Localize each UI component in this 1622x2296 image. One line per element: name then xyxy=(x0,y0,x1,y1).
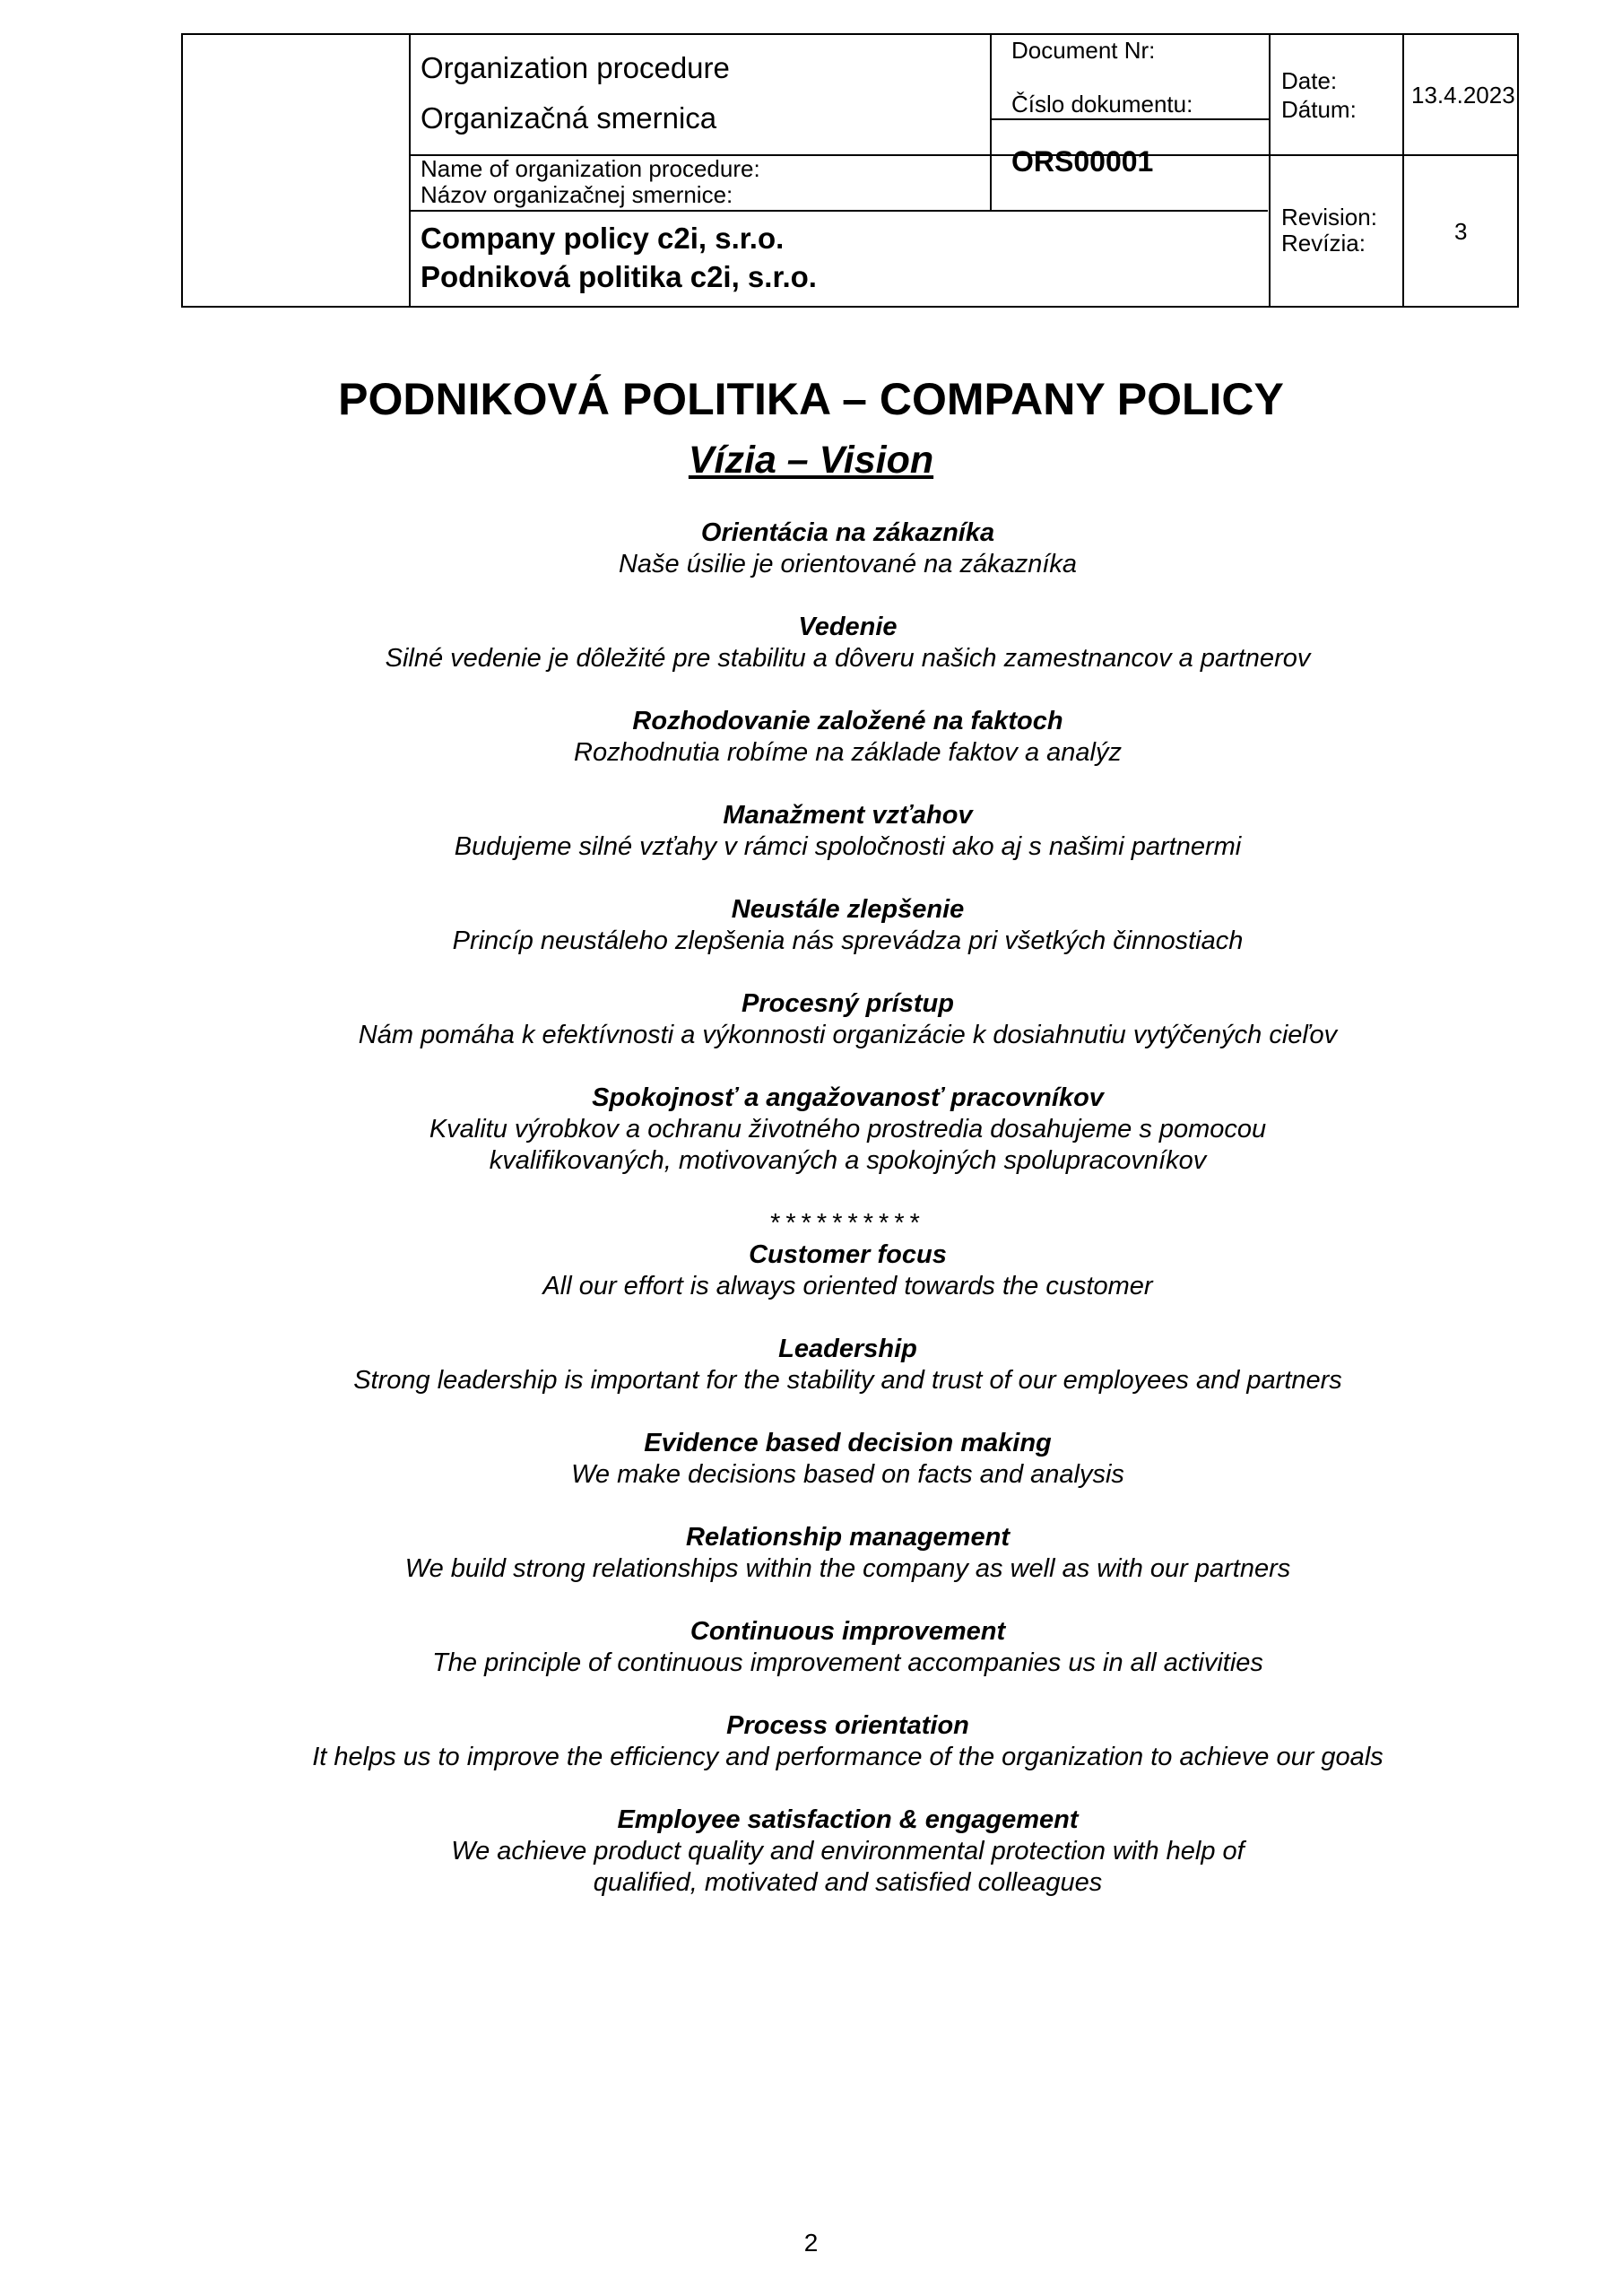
procedure-name-sk: Podniková politika c2i, s.r.o. xyxy=(421,260,817,293)
policy-item-heading: Rozhodovanie založené na faktoch xyxy=(632,707,1063,735)
policy-item xyxy=(179,1239,1516,1302)
policy-item-heading: Orientácia na zákazníka xyxy=(700,518,995,547)
policy-item xyxy=(179,1710,1516,1773)
policy-item-text: Princíp neustáleho zlepšenia nás sprevádza pri všetkých činnostiach xyxy=(452,926,1244,955)
policy-item xyxy=(179,1428,1516,1491)
document-number-label-en: Document Nr: xyxy=(1011,37,1156,64)
procedure-type-en: Organization procedure xyxy=(421,51,730,84)
divider xyxy=(990,118,1269,120)
policy-item-text: Rozhodnutia robíme na základe faktov a analýz xyxy=(574,738,1122,767)
policy-item xyxy=(179,1083,1516,1177)
policy-item xyxy=(179,988,1516,1051)
policy-item xyxy=(179,1616,1516,1679)
policy-item-text: Strong leadership is important for the stability and trust of our employees and partners xyxy=(353,1366,1342,1395)
policy-item-text: Nám pomáha k efektívnosti a výkonnosti organizácie k dosiahnutiu vytýčených cieľov xyxy=(358,1021,1338,1049)
document-header-table xyxy=(181,33,1519,308)
revision-label-sk: Revízia: xyxy=(1281,230,1366,257)
page-number: 2 xyxy=(803,2229,819,2257)
separator: ********** xyxy=(770,1209,925,1238)
document-number-label-sk: Číslo dokumentu: xyxy=(1011,91,1193,117)
policy-item-text: Budujeme silné vzťahy v rámci spoločnosti ako aj s našimi partnermi xyxy=(454,832,1242,861)
policy-item-heading: Process orientation xyxy=(726,1711,969,1740)
divider xyxy=(409,35,411,306)
date-value: 13.4.2023 xyxy=(1411,82,1515,109)
procedure-name-label-en: Name of organization procedure: xyxy=(421,155,760,182)
policy-item-heading: Evidence based decision making xyxy=(644,1429,1052,1457)
divider xyxy=(990,35,992,210)
policy-item xyxy=(179,1805,1516,1899)
divider xyxy=(1269,35,1271,306)
policy-item-text: We build strong relationships within the company as well as with our partners xyxy=(404,1554,1291,1583)
procedure-type-sk: Organizačná smernica xyxy=(421,101,717,135)
policy-item-heading: Employee satisfaction & engagement xyxy=(617,1805,1079,1834)
page-title: PODNIKOVÁ POLITIKA – COMPANY POLICY xyxy=(338,374,1284,424)
policy-item-heading: Customer focus xyxy=(749,1240,947,1269)
policy-item xyxy=(179,517,1516,580)
policy-item-heading: Procesný prístup xyxy=(742,989,954,1018)
policy-item xyxy=(179,612,1516,674)
sk-items-list xyxy=(179,517,1516,1177)
policy-item xyxy=(179,800,1516,863)
document-number-value: ORS00001 xyxy=(1011,145,1154,178)
procedure-name-en: Company policy c2i, s.r.o. xyxy=(421,222,785,255)
policy-item-heading: Spokojnosť a angažovanosť pracovníkov xyxy=(592,1083,1104,1112)
procedure-name-label-sk: Názov organizačnej smernice: xyxy=(421,181,733,208)
divider xyxy=(1402,35,1404,306)
revision-label-en: Revision: xyxy=(1281,204,1377,230)
policy-item xyxy=(179,1334,1516,1396)
policy-item xyxy=(179,894,1516,957)
policy-item-text: It helps us to improve the efficiency and performance of the organization to achieve our goals xyxy=(312,1743,1383,1771)
policy-item-heading: Continuous improvement xyxy=(690,1617,1006,1646)
divider xyxy=(409,210,1268,212)
en-items-list xyxy=(179,1239,1516,1899)
policy-item-heading: Neustále zlepšenie xyxy=(731,895,965,924)
policy-item-text: We make decisions based on facts and analysis xyxy=(571,1460,1124,1489)
policy-item-heading: Vedenie xyxy=(798,613,898,641)
policy-content xyxy=(179,517,1516,1930)
policy-item-text: Silné vedenie je dôležité pre stabilitu a dôveru našich zamestnancov a partnerov xyxy=(385,644,1311,673)
date-label-en: Date: xyxy=(1281,67,1338,94)
policy-item-text: qualified, motivated and satisfied colleagues xyxy=(593,1868,1103,1897)
policy-item-text: kvalifikovaných, motivovaných a spokojných spolupracovníkov xyxy=(489,1146,1207,1175)
policy-item xyxy=(179,706,1516,769)
policy-item xyxy=(179,1522,1516,1585)
policy-item-heading: Manažment vzťahov xyxy=(723,801,973,830)
divider xyxy=(1269,154,1519,156)
policy-item-text: Kvalitu výrobkov a ochranu životného prostredia dosahujeme s pomocou xyxy=(429,1115,1267,1144)
date-label-sk: Dátum: xyxy=(1281,96,1357,123)
page-subtitle: Vízia – Vision xyxy=(688,439,934,482)
policy-item-text: All our effort is always oriented towards the customer xyxy=(542,1272,1153,1300)
policy-item-text: The principle of continuous improvement accompanies us in all activities xyxy=(432,1648,1263,1677)
policy-item-heading: Relationship management xyxy=(686,1523,1010,1552)
policy-item-heading: Leadership xyxy=(778,1335,917,1363)
policy-item-text: We achieve product quality and environmental protection with help of xyxy=(451,1837,1245,1866)
logo-cell xyxy=(183,35,409,306)
revision-value: 3 xyxy=(1454,218,1468,245)
policy-item-text: Naše úsilie je orientované na zákazníka xyxy=(618,550,1078,578)
